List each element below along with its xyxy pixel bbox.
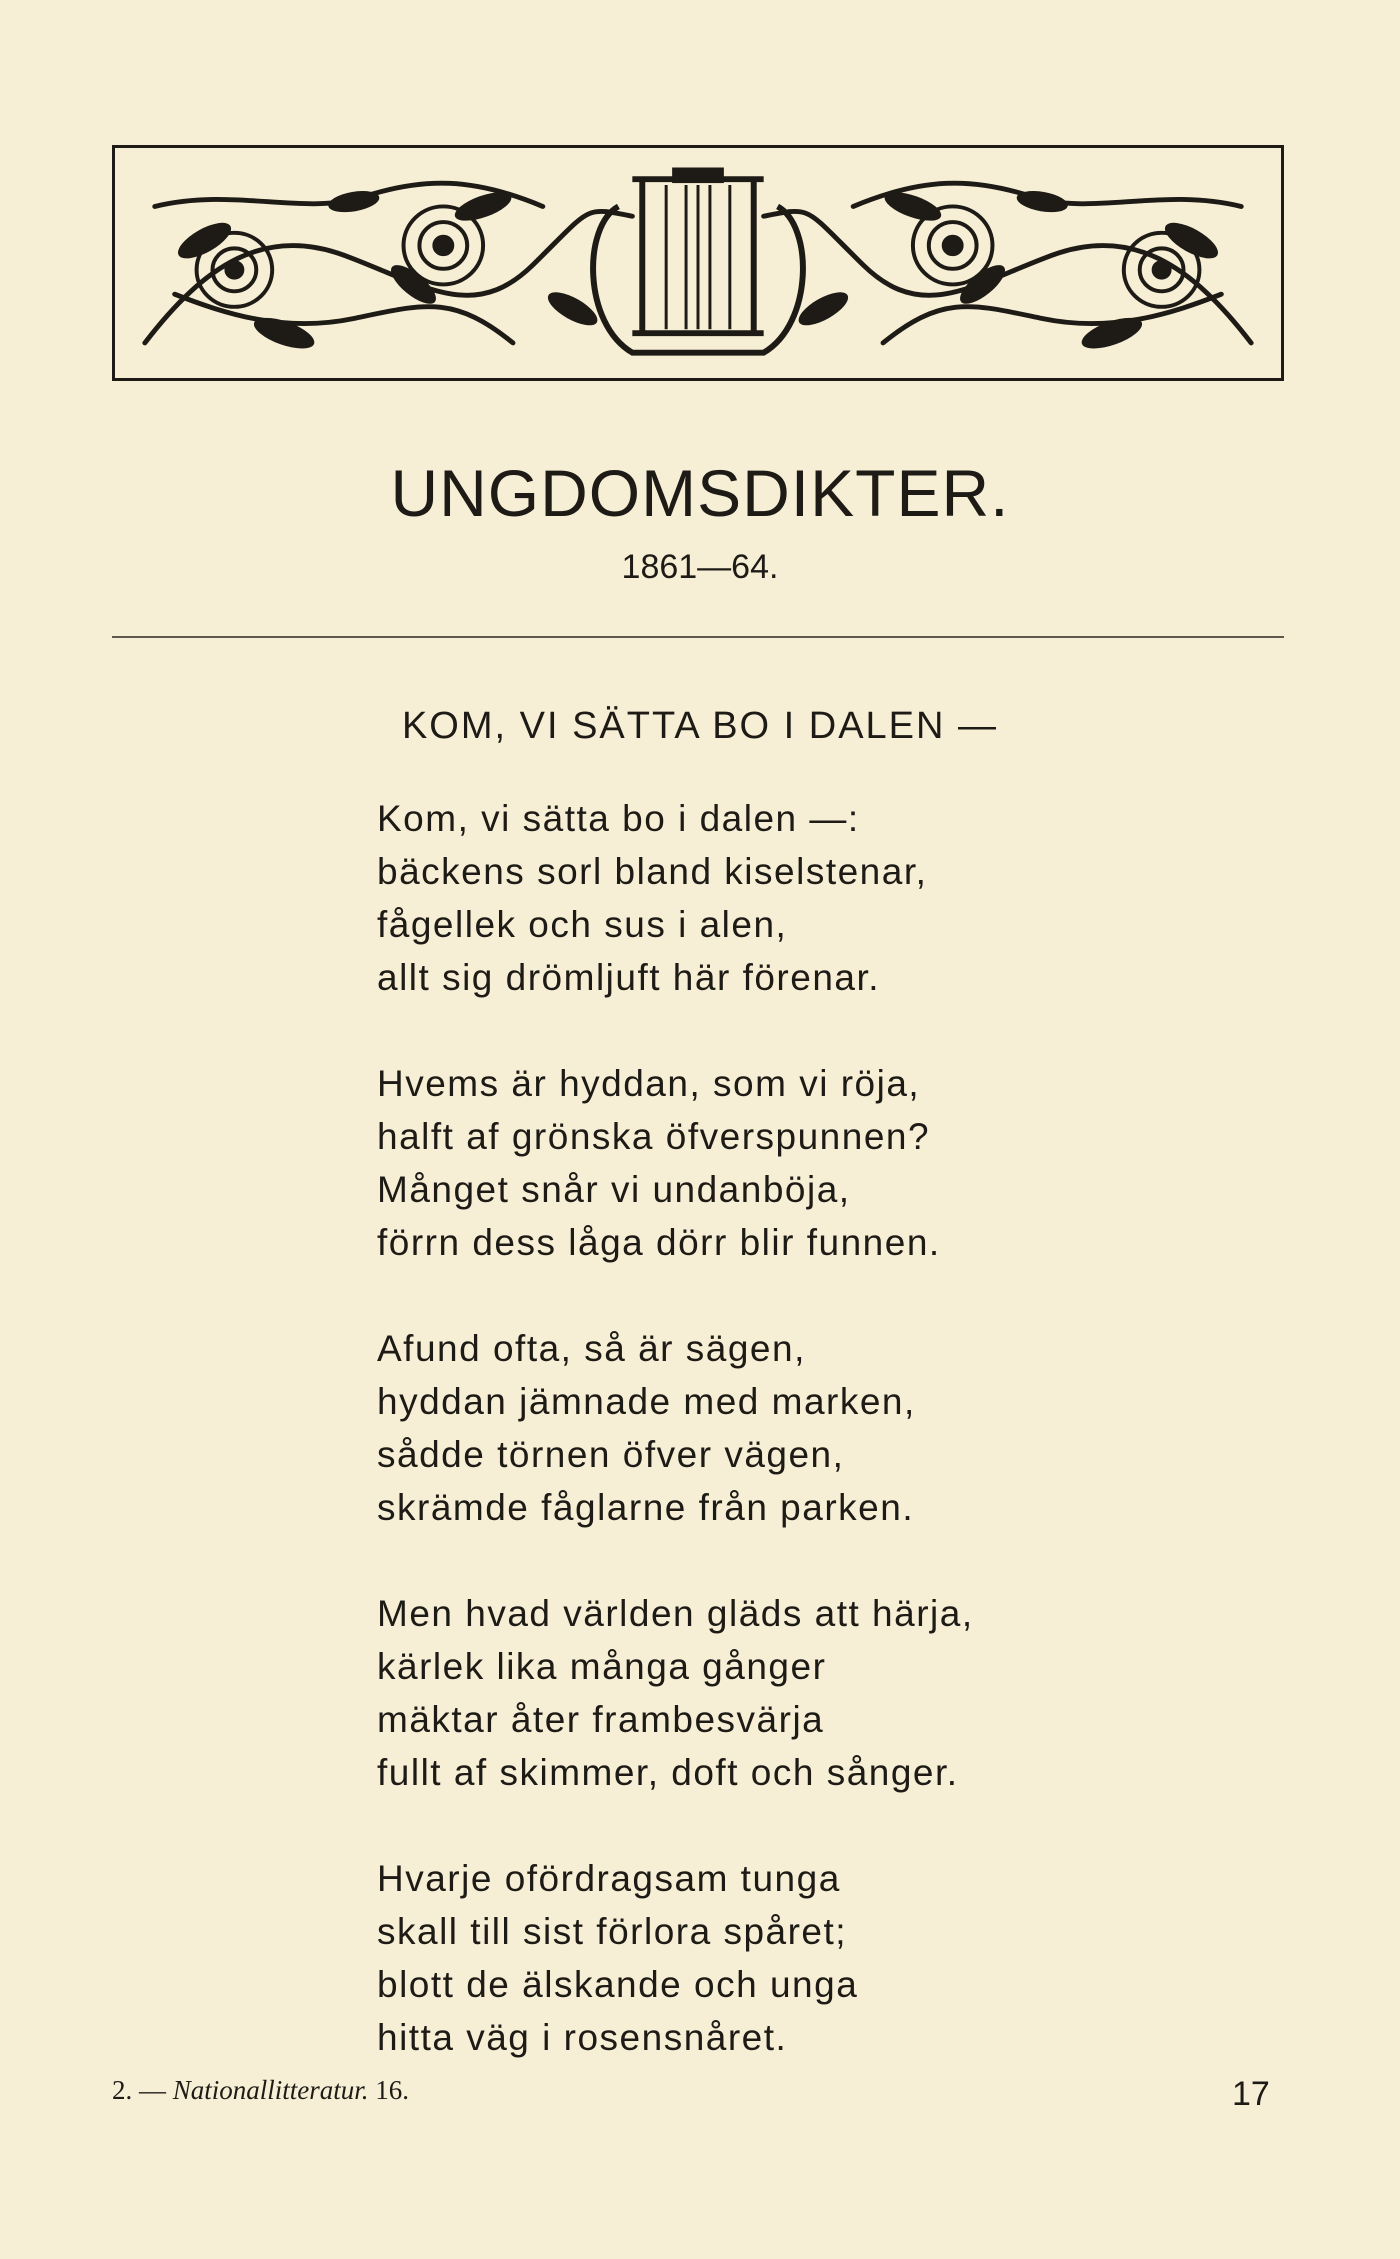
signature-name: Nationallitteratur.: [172, 2075, 369, 2105]
signature-prefix: 2. —: [112, 2075, 166, 2105]
section-divider: [112, 636, 1284, 638]
page-title: UNGDOMSDIKTER.: [390, 456, 1010, 530]
printer-signature: [112, 2075, 409, 2106]
poem-body: [377, 792, 1257, 2117]
poem-line: fullt af skimmer, doft och sånger.: [377, 1752, 959, 1793]
poem-line: kärlek lika många gånger: [377, 1646, 827, 1687]
poem-line: förrn dess låga dörr blir funnen.: [377, 1222, 941, 1263]
poem-line: hitta väg i rosensnåret.: [377, 2017, 788, 2058]
lyre-floral-vignette-icon: [115, 148, 1281, 378]
poem-line: bäckens sorl bland kiselstenar,: [377, 851, 928, 892]
poem-line: sådde törnen öfver vägen,: [377, 1434, 845, 1475]
poem-line: Kom, vi sätta bo i dalen —:: [377, 798, 860, 839]
poem-line: Men hvad världen gläds att härja,: [377, 1593, 974, 1634]
poem-line: fågellek och sus i alen,: [377, 904, 788, 945]
poem-line: skall till sist förlora spåret;: [377, 1911, 848, 1952]
page-number: 17: [1232, 2075, 1270, 2113]
header-ornament: [112, 145, 1284, 381]
poem-line: halft af grönska öfverspunnen?: [377, 1116, 931, 1157]
poem-line: Afund ofta, så är sägen,: [377, 1328, 806, 1369]
poem-line: Månget snår vi undanböja,: [377, 1169, 851, 1210]
poem-line: hyddan jämnade med marken,: [377, 1381, 916, 1422]
poem-line: blott de älskande och unga: [377, 1964, 859, 2005]
poem-line: skrämde fåglarne från parken.: [377, 1487, 915, 1528]
poem-line: Hvarje ofördragsam tunga: [377, 1858, 841, 1899]
poem-line: allt sig drömljuft här förenar.: [377, 957, 881, 998]
stanza-1: [377, 792, 1257, 1004]
stanza-2: [377, 1057, 1257, 1269]
signature-volume: 16.: [375, 2075, 410, 2105]
poem-line: mäktar åter frambesvärja: [377, 1699, 825, 1740]
stanza-3: [377, 1322, 1257, 1534]
years-subtitle: 1861—64.: [621, 548, 779, 586]
poem-line: Hvems är hyddan, som vi röja,: [377, 1063, 921, 1104]
stanza-4: [377, 1587, 1257, 1799]
stanza-5: [377, 1852, 1257, 2064]
poem-title: KOM, VI SÄTTA BO I DALEN —: [401, 705, 999, 747]
